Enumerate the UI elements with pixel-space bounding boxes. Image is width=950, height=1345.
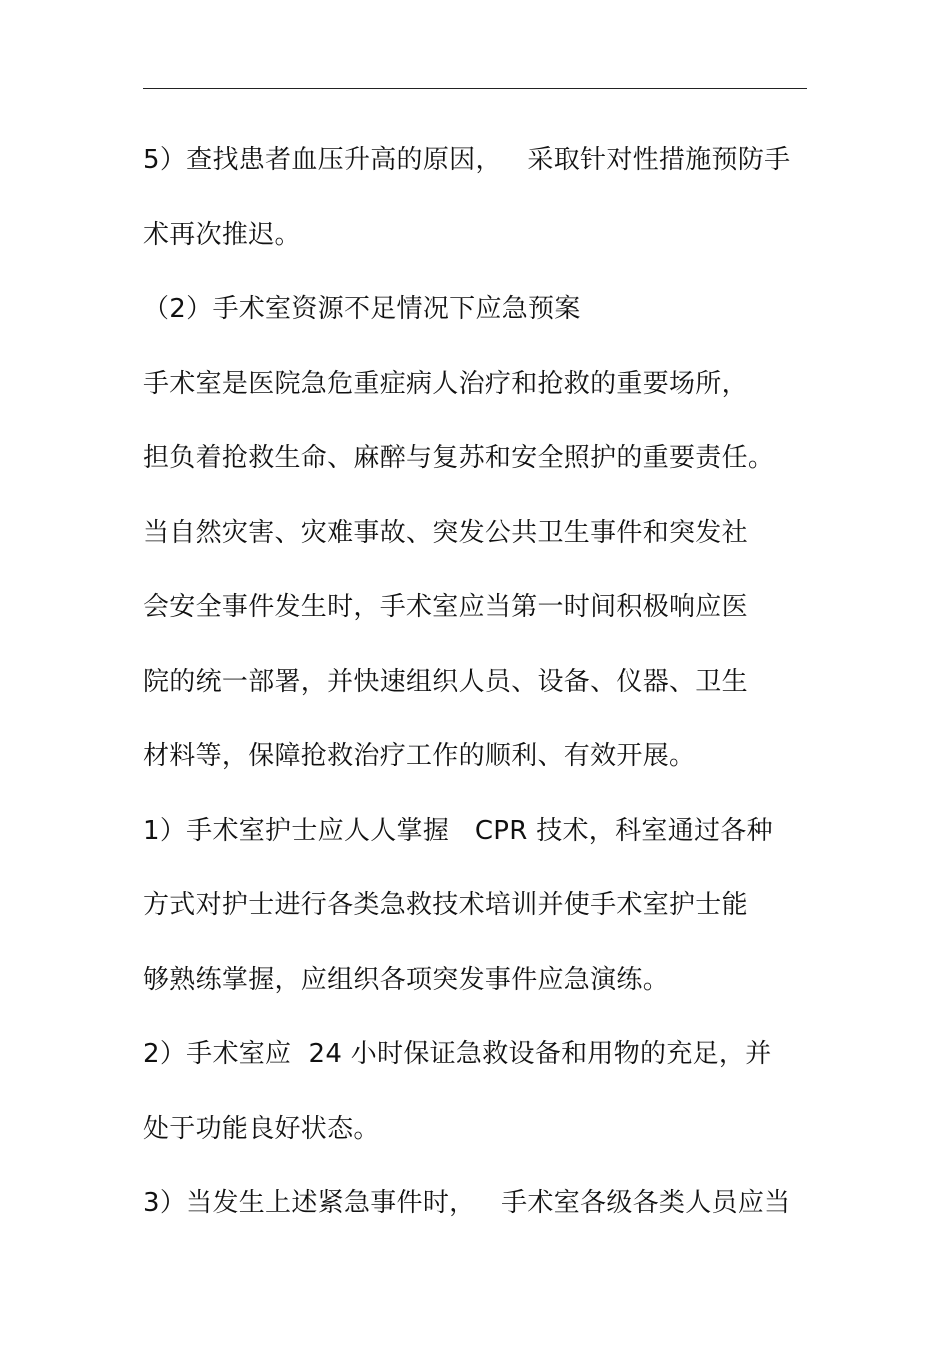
text-line: 当自然灾害、灾难事故、突发公共卫生事件和突发社 (143, 517, 748, 548)
text-line: 术再次推迟。 (143, 219, 301, 250)
header-rule (143, 88, 807, 89)
text-line: 会安全事件发生时，手术室应当第一时间积极响应医 (143, 592, 748, 622)
text-line: 够熟练掌握，应组织各项突发事件应急演练。 (143, 964, 670, 995)
text-line: 方式对护士进行各类急救技术培训并使手术室护士能 (143, 890, 748, 920)
document-body (143, 135, 808, 1253)
text-line: 材料等，保障抢救治疗工作的顺利、有效开展。 (143, 741, 696, 771)
text-line: 担负着抢救生命、麻醉与复苏和安全照护的重要责任。 (143, 443, 775, 473)
text-line: 5）查找患者血压升高的原因， 采取针对性措施预防手 (143, 145, 791, 175)
text-line: 手术室是医院急危重症病人治疗和抢救的重要场所， (143, 368, 748, 399)
text-line: 处于功能良好状态。 (143, 1113, 380, 1144)
text-line: 3）当发生上述紧急事件时， 手术室各级各类人员应当 (143, 1188, 791, 1218)
text-line: 院的统一部署，并快速组织人员、设备、仪器、卫生 (143, 666, 748, 697)
text-line: 2）手术室应 24 小时保证急救设备和用物的充足，并 (143, 1039, 772, 1069)
text-line: 1）手术室护士应人人掌握 CPR 技术，科室通过各种 (143, 815, 773, 846)
section-heading: （2）手术室资源不足情况下应急预案 (143, 294, 581, 324)
